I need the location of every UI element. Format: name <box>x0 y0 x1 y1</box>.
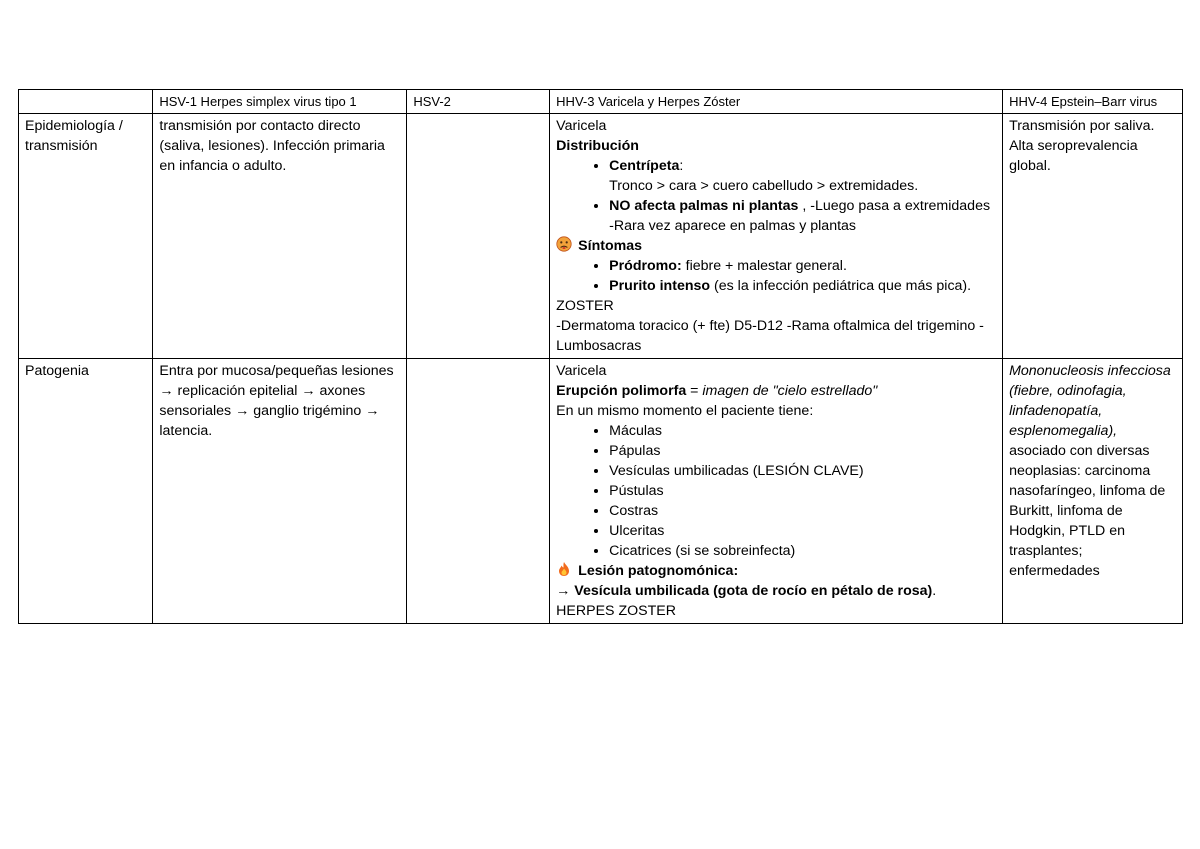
herpes-zoster-title: HERPES ZOSTER <box>556 603 676 619</box>
prurito-label: Prurito intenso <box>609 278 711 294</box>
centripeta-detail: Tronco > cara > cuero cabelludo > extremidades. <box>609 178 919 194</box>
list-item: • Pústulas <box>609 481 996 501</box>
zoster-detail: -Dermatoma toracico (+ fte) D5-D12 -Rama oftalmica del trigemino -Lumbosacras <box>556 318 984 354</box>
sick-face-icon <box>556 236 572 252</box>
lesion-detail <box>556 581 996 601</box>
erupcion-detail: imagen de "cielo estrellado" <box>702 383 878 399</box>
list-item: • Vesículas umbilicadas (LESIÓN CLAVE) <box>609 461 996 481</box>
palmas-detail: , -Luego pasa a extremidades -Rara vez aparece en palmas y plantas <box>609 198 991 234</box>
cell-hsv2-patogenia <box>407 359 550 624</box>
lesion-title: Lesión patognomónica: <box>578 563 739 579</box>
table-row-epidemiologia <box>19 114 1183 359</box>
list-item: • Pápulas <box>609 441 996 461</box>
erupcion-equals: = <box>686 383 703 399</box>
list-item: • Máculas <box>609 421 996 441</box>
lesion-end: . <box>932 583 937 599</box>
varicela-title: Varicela <box>556 363 607 379</box>
prodromo-detail: fiebre + malestar general. <box>681 258 847 274</box>
zoster-title: ZOSTER <box>556 298 614 314</box>
header-hsv1: HSV-1 Herpes simplex virus tipo 1 <box>153 90 407 114</box>
sintomas-heading <box>556 236 996 256</box>
fire-icon <box>556 561 572 577</box>
cell-hsv1-patogenia: Entra por mucosa/pequeñas lesiones → replicación epitelial → axones sensoriales → ganglio trigémino → latencia. <box>153 359 407 624</box>
mononucleosis-text: Mononucleosis infecciosa (fiebre, odinofagia, linfadenopatía, esplenomegalia), <box>1009 363 1171 439</box>
cell-hsv1-epidemiologia: transmisión por contacto directo (saliva, lesiones). Infección primaria en infancia o adulto. <box>153 114 407 359</box>
header-hhv4: HHV-4 Epstein–Barr virus <box>1003 90 1183 114</box>
centripeta-label: Centrípeta <box>609 158 680 174</box>
varicela-title: Varicela <box>556 118 607 134</box>
momento-text: En un mismo momento el paciente tiene: <box>556 403 814 419</box>
prurito-detail: (es la infección pediátrica que más pica). <box>710 278 972 294</box>
erupcion-label: Erupción polimorfa <box>556 383 687 399</box>
header-hsv2: HSV-2 <box>407 90 550 114</box>
cell-hhv3-epidemiologia <box>550 114 1003 359</box>
cell-hsv2-epidemiologia <box>407 114 550 359</box>
table-row-patogenia <box>19 359 1183 624</box>
row-label-patogenia: Patogenia <box>19 359 153 624</box>
row-label-epidemiologia: Epidemiología / transmisión <box>19 114 153 359</box>
sintomas-list <box>556 256 996 296</box>
list-item: • Cicatrices (si se sobreinfecta) <box>609 541 996 561</box>
distribucion-list <box>556 156 996 236</box>
lesion-bold: → Vesícula umbilicada (gota de rocío en pétalo de rosa) <box>556 583 933 599</box>
list-item <box>609 276 996 296</box>
palmas-label: NO afecta palmas ni plantas <box>609 198 799 214</box>
header-row <box>19 90 1183 114</box>
neoplasias-text: asociado con diversas neoplasias: carcinoma nasofaríngeo, linfoma de Burkitt, linfoma de Hodgkin, PTLD en trasplantes; enfermedades <box>1009 443 1166 579</box>
comparison-table <box>18 89 1183 624</box>
list-item <box>609 156 996 196</box>
cell-hhv4-epidemiologia: Transmisión por saliva. Alta seroprevalencia global. <box>1003 114 1183 359</box>
list-item <box>609 256 996 276</box>
list-item <box>609 196 996 236</box>
list-item: • Costras <box>609 501 996 521</box>
list-item: • Ulceritas <box>609 521 996 541</box>
cell-hhv4-patogenia <box>1003 359 1183 624</box>
distribucion-title: Distribución <box>556 138 639 154</box>
prodromo-label: Pródromo: <box>609 258 682 274</box>
header-cell-empty <box>19 90 153 114</box>
centripeta-colon: : <box>679 158 684 174</box>
sintomas-title: Síntomas <box>578 238 643 254</box>
lesiones-list <box>556 421 996 561</box>
cell-hhv3-patogenia <box>550 359 1003 624</box>
lesion-heading <box>556 561 996 581</box>
header-hhv3: HHV-3 Varicela y Herpes Zóster <box>550 90 1003 114</box>
erupcion-line <box>556 381 996 401</box>
